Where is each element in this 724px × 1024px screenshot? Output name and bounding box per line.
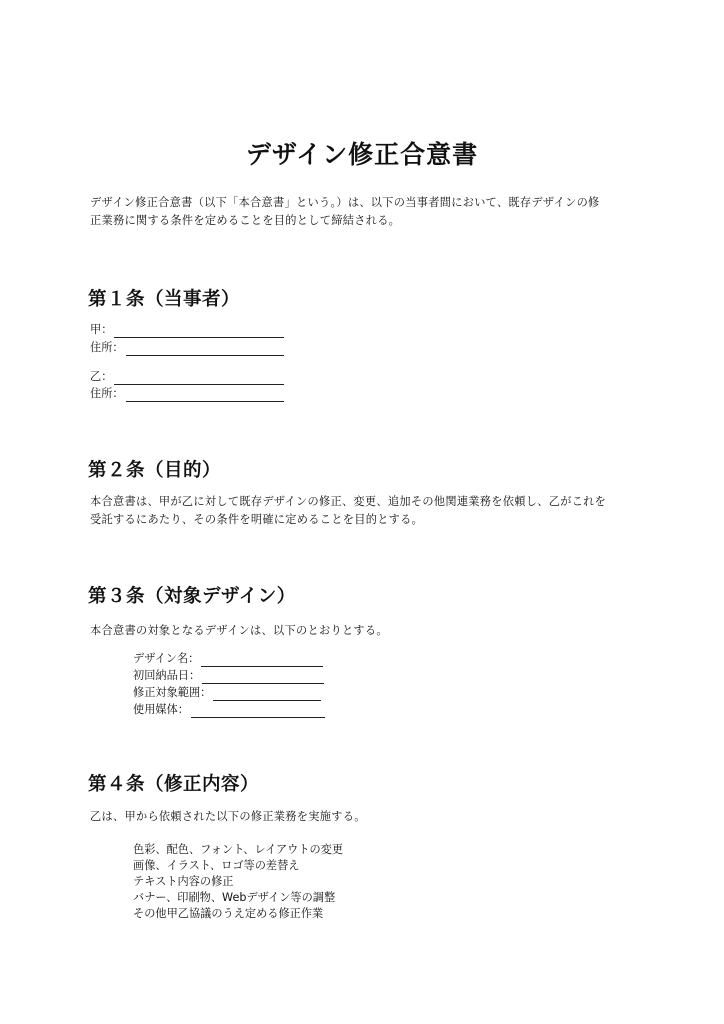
revision-item: その他甲乙協議のうえ定める修正作業	[133, 907, 324, 920]
first-delivery-field[interactable]	[133, 668, 324, 684]
party-a-field[interactable]	[90, 322, 284, 338]
party-a-label: 甲：	[90, 323, 113, 336]
media-field[interactable]	[133, 702, 325, 718]
design-name-field[interactable]	[133, 651, 323, 667]
revision-scope-blank[interactable]	[213, 688, 321, 701]
document-title: デザイン修正合意書	[245, 139, 479, 169]
first-delivery-blank[interactable]	[202, 671, 324, 684]
article-3-heading: 第３条（対象デザイン）	[88, 586, 296, 607]
first-delivery-label: 初回納品日：	[133, 669, 201, 682]
revision-scope-field[interactable]	[133, 685, 321, 701]
party-a-address-label: 住所：	[90, 341, 124, 354]
party-b-label: 乙：	[90, 370, 113, 383]
article-3-body: 本合意書の対象となるデザインは、以下のとおりとする。	[90, 624, 388, 637]
article-2-body: 本合意書は、甲が乙に対して既存デザインの修正、変更、追加その他関連業務を依頼し、乙がこれを 受託するにあたり、その条件を明確に定めることを目的とする。	[90, 495, 607, 526]
design-name-label: デザイン名：	[133, 652, 200, 665]
revision-scope-label: 修正対象範囲：	[133, 686, 212, 699]
party-a-blank[interactable]	[114, 325, 284, 338]
revision-item: 画像、イラスト、ロゴ等の差替え	[133, 859, 300, 872]
party-b-address-field[interactable]	[90, 386, 284, 402]
revision-item: テキスト内容の修正	[133, 875, 234, 888]
revision-item: 色彩、配色、フォント、レイアウトの変更	[133, 843, 344, 856]
party-b-address-blank[interactable]	[126, 389, 284, 402]
article-4-body: 乙は、甲から依頼された以下の修正業務を実施する。	[90, 810, 366, 823]
article-1-heading: 第１条（当事者）	[88, 289, 241, 310]
media-label: 使用媒体：	[133, 703, 189, 716]
party-a-address-blank[interactable]	[126, 343, 284, 356]
party-b-blank[interactable]	[114, 372, 284, 385]
article-4-heading: 第４条（修正内容）	[88, 774, 260, 795]
revision-item: バナー、印刷物、Webデザイン等の調整	[133, 891, 336, 904]
intro-paragraph: デザイン修正合意書（以下「本合意書」という。）は、以下の当事者間において、既存デザインの修 正業務に関する条件を定めることを目的として締結される。	[90, 196, 600, 227]
party-b-address-label: 住所：	[90, 387, 124, 400]
article-2-heading: 第２条（目的）	[88, 460, 222, 481]
media-blank[interactable]	[191, 705, 325, 718]
party-b-field[interactable]	[90, 369, 284, 385]
design-name-blank[interactable]	[201, 654, 323, 667]
party-a-address-field[interactable]	[90, 340, 284, 356]
